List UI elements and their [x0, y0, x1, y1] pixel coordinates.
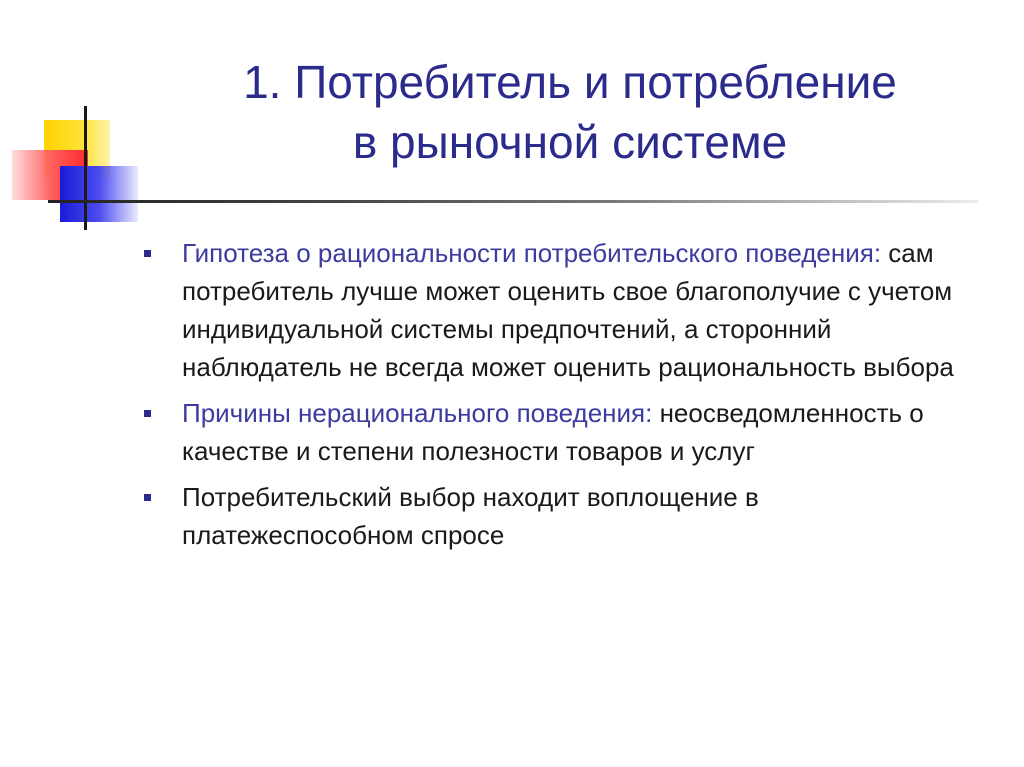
- logo-vertical-line: [84, 106, 87, 230]
- bullet-list: [140, 234, 990, 562]
- bullet-text: сам потребитель лучше может оценить свое благополучие с учетом индивидуальной системы предпочтений, а сторонний наблюдатель не всегда может оценить рациональность выбора: [182, 238, 954, 382]
- slide-title: [140, 52, 1000, 172]
- bullet-square-icon: [144, 410, 151, 417]
- title-line-2: в рыночной системе: [352, 116, 788, 168]
- bullet-highlight: Причины нерационального поведения:: [182, 398, 653, 428]
- title-underline: [48, 200, 978, 203]
- bullet-square-icon: [144, 494, 151, 501]
- bullet-item: [140, 478, 990, 554]
- bullet-item: [140, 234, 990, 386]
- bullet-square-icon: [144, 250, 151, 257]
- bullet-highlight: Гипотеза о рациональности потребительского поведения:: [182, 238, 882, 268]
- bullet-item: [140, 394, 990, 470]
- title-line-1: 1. Потребитель и потребление: [243, 56, 897, 108]
- bullet-text: неосведомленность о качестве и степени полезности товаров и услуг: [182, 398, 924, 466]
- logo-blue-square: [60, 166, 138, 222]
- bullet-text: Потребительский выбор находит воплощение в платежеспособном спросе: [182, 482, 759, 550]
